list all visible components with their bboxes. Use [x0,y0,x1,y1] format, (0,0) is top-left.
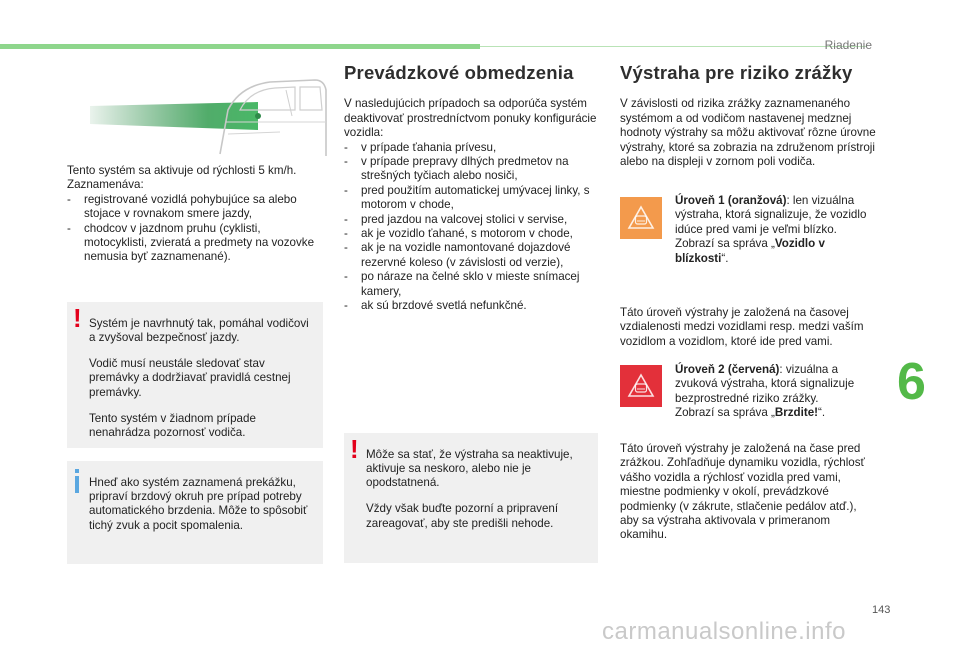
level1-msg-suffix: “. [721,251,729,265]
collision-warning-heading: Výstraha pre riziko zrážky [620,62,853,83]
warning-exclamation-icon: ! [350,434,359,464]
list-item: - ak sú brzdové svetlá nefunkčné. [344,299,598,313]
level1-basis-block [620,306,878,349]
level1-label: Úroveň 1 (oranžová) [675,194,787,207]
note-text: Hneď ako systém zaznamená prekážku, pripraví brzdový okruh pre prípad potreby automatického brzdenia. Môže to spôsobiť tichý zvuk a pocit spomalenia. [89,475,308,532]
limits-intro: V nasledujúcich prípadoch sa odporúča systém deaktivovať prostredníctvom ponuky konfigurácie vozidla: [344,97,597,140]
header-accent-bar [0,44,480,49]
camera-detection-beam [90,102,258,130]
level2-msg-prefix: Zobrazí sa správa „ [675,406,775,420]
list-item: - v prípade ťahania prívesu, [344,141,598,155]
left-column [67,164,323,265]
list-item: - ak je vozidlo ťahané, s motorom v chode, [344,227,598,241]
chapter-number: 6 [897,353,926,411]
info-icon [75,469,79,493]
note-text: Tento systém v žiadnom prípade nenahrádza pozornosť vodiča. [89,411,256,440]
level1-alert-tile [620,197,662,239]
operating-limits-heading: Prevádzkové obmedzenia [344,62,574,83]
activation-speed-text: Tento systém sa aktivuje od rýchlosti 5 km/h. [67,164,297,177]
level1-msg-prefix: Zobrazí sa správa „ [675,237,775,251]
level1-basis: Táto úroveň výstrahy je založená na časovej vzdialenosti medzi vozidlami resp. medzi vaším vozidlom a vozidlom, ktoré ide pred vami. [620,306,864,348]
level2-label: Úroveň 2 (červená) [675,363,780,376]
list-item: - chodcov v jazdnom pruhu (cyklisti, motocyklisti, zvieratá a predmety na vozovke nemusia byť zaznamenané). [67,222,323,265]
list-item: - registrované vozidlá pohybujúce sa alebo stojace v rovnakom smere jazdy, [67,193,323,222]
level1-explanation: : len vizuálna výstraha, ktorá signalizuje, že vozidlo idúce pred vami je veľmi blízko. [675,194,867,236]
page-number: 143 [872,604,891,616]
warning-exclamation-icon: ! [73,303,82,333]
collision-intro: V závislosti od rizika zrážky zaznamenaného systémom a od vodičom nastavenej medznej hodnoty výstrahy sa môžu aktivovať rôzne úrovne výstrahy, ktoré sa zobrazia na združenom prístroji alebo na displeji v zornom poli vodiča. [620,97,876,169]
limits-list [344,141,598,314]
collision-alert-red-icon [627,372,655,400]
list-item: - ak je na vozidle namontované dojazdové rezervné koleso (v závislosti od verzie), [344,241,598,270]
info-note-braking [67,461,323,564]
list-item: - po náraze na čelné sklo v mieste snímacej kamery, [344,270,598,299]
car-camera-illustration [90,70,328,160]
level2-explanation: : vizuálna a zvuková výstraha, ktorá signalizuje bezprostredné riziko zrážky. [675,363,855,405]
level2-basis-block [620,442,878,543]
watermark: carmanualsonline.info [602,618,846,645]
note-text: Vodič musí neustále sledovať stav premávky a dodržiavať pravidlá cestnej premávky. [89,357,291,399]
note-text: Vždy však buďte pozorní a pripravení zareagovať, aby ste predišli nehode. [366,502,559,530]
level2-text [675,363,875,406]
level2-description [675,363,875,421]
note-text: Môže sa stať, že výstraha sa neaktivuje, aktivuje sa neskoro, alebo nie je opodstatnená. [366,447,573,490]
level1-description [675,194,875,266]
level2-message: Brzdite! [774,406,819,420]
list-item: - pred jazdou na valcovej stolici v servise, [344,213,598,227]
warning-note-driver [67,302,323,448]
level1-text [675,194,875,237]
note-text: Systém je navrhnutý tak, pomáhal vodičovi a zvyšoval bezpečnosť jazdy. [89,316,309,344]
level2-message-line [675,406,875,420]
detects-label: Zaznamenáva: [67,178,144,192]
level2-alert-tile [620,365,662,407]
header-rule [480,46,866,47]
right-column [620,62,876,169]
detects-list [67,193,323,265]
level1-message-line [675,237,875,266]
list-item: - pred použitím automatickej umývacej linky, s motorom v chode, [344,184,598,213]
section-title: Riadenie [824,38,872,52]
level2-basis: Táto úroveň výstrahy je založená na čase pred zrážkou. Zohľadňuje dynamiku vozidla, rýchlosť vášho vozidla a rýchlosť vozidla pred vami, miestne podmienky v okolí, prevádzkové podmienky (v zákrute, stlačenie pedálov atď.), aby sa výstraha aktivovala v primeranom okamihu. [620,442,865,542]
middle-column [344,62,598,314]
level2-msg-suffix: “. [818,406,826,420]
warning-note-limits [344,433,598,563]
collision-alert-orange-icon [627,204,655,232]
list-item: - v prípade prepravy dlhých predmetov na strešných tyčiach alebo nosiči, [344,155,598,184]
level1-message: Vozidlo v blízkosti [675,237,825,265]
